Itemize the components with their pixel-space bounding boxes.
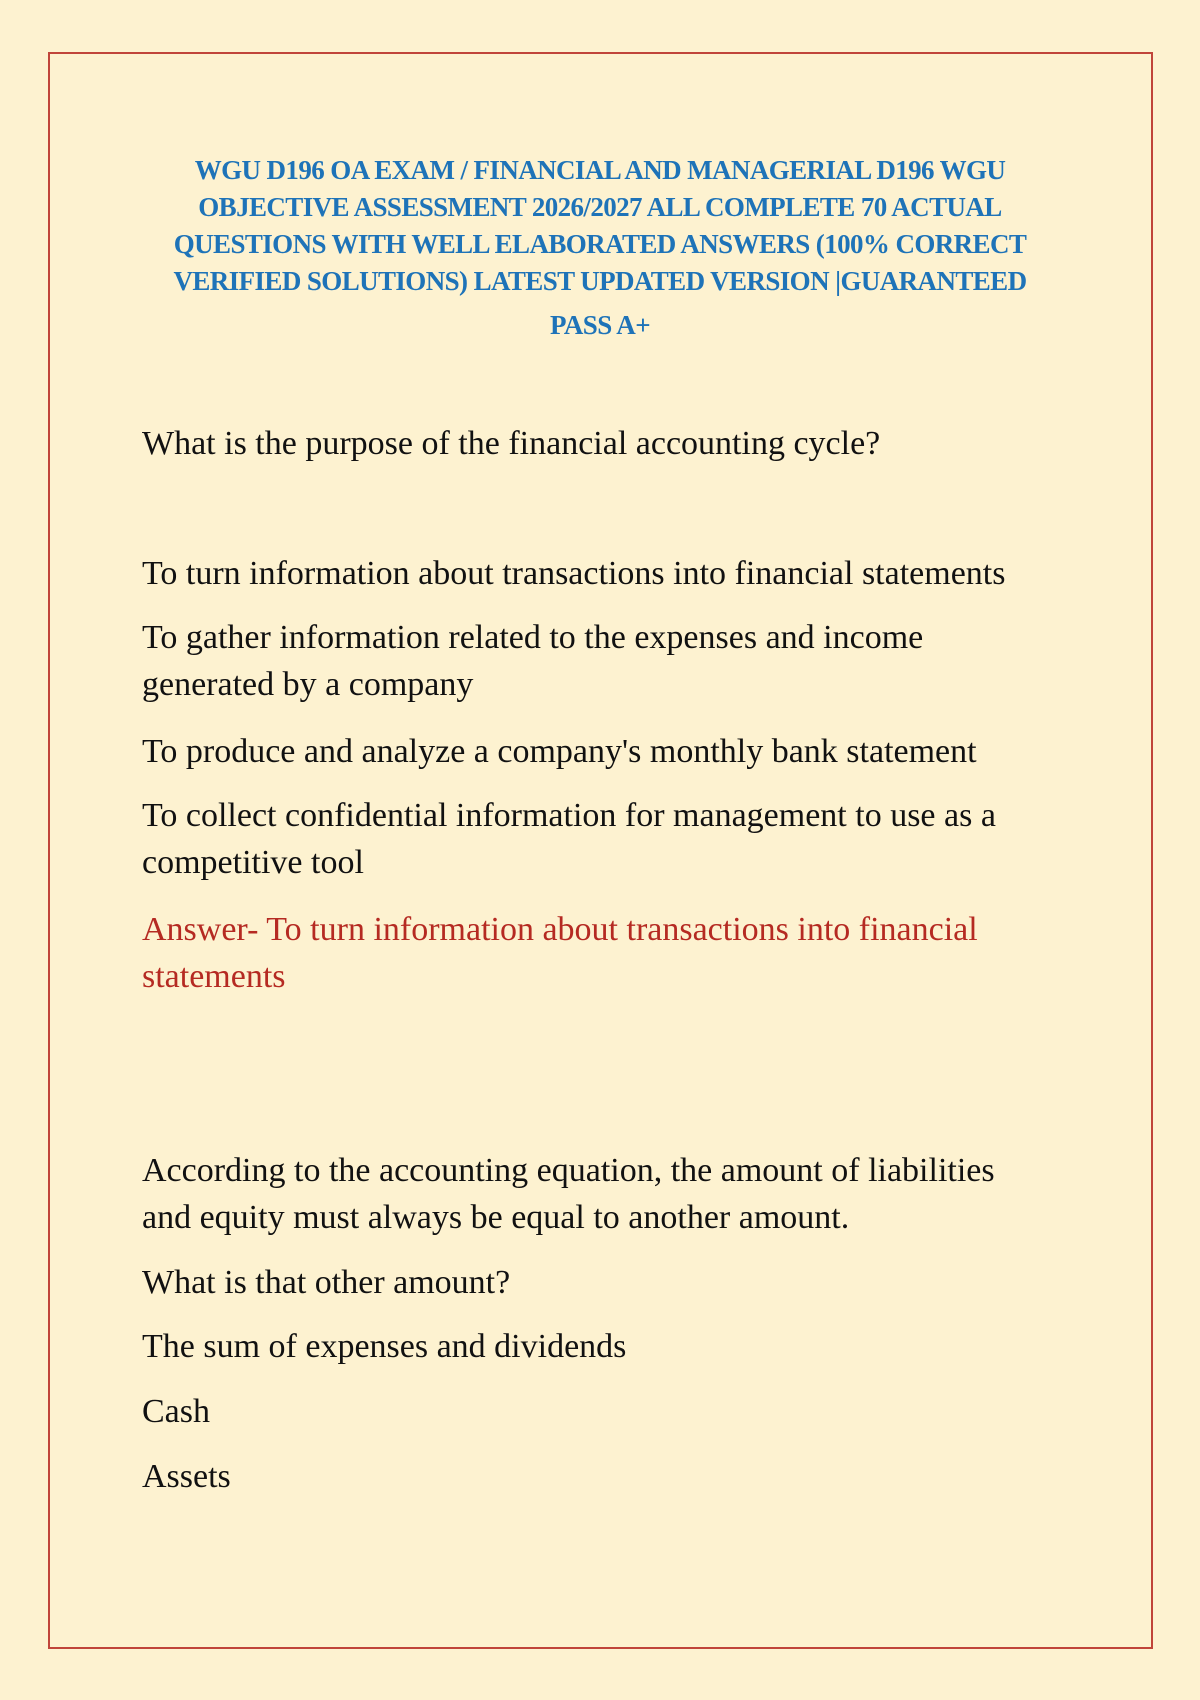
question-1-option: To collect confidential information for management to use as a — [142, 797, 996, 834]
question-2-option: Assets — [142, 1458, 231, 1495]
question-1-answer: statements — [142, 958, 286, 995]
title-line: PASS A+ — [550, 310, 650, 340]
question-1-text: What is the purpose of the financial accounting cycle? — [142, 425, 881, 462]
document-title — [140, 152, 1060, 344]
question-2-text: What is that other amount? — [142, 1264, 511, 1301]
question-2-text: According to the accounting equation, the amount of liabilities — [142, 1152, 995, 1189]
title-line: VERIFIED SOLUTIONS) LATEST UPDATED VERSION |GUARANTEED — [173, 266, 1027, 296]
question-1-option: To gather information related to the expenses and income — [142, 619, 924, 656]
question-1-option: To turn information about transactions into financial statements — [142, 555, 1006, 592]
question-1-option: generated by a company — [142, 666, 474, 703]
question-1-answer: Answer- To turn information about transactions into financial — [142, 911, 978, 948]
question-1-option: competitive tool — [142, 844, 364, 881]
title-line: WGU D196 OA EXAM / FINANCIAL AND MANAGERIAL D196 WGU — [194, 155, 1006, 185]
question-2-option: The sum of expenses and dividends — [142, 1328, 627, 1365]
question-2-text: and equity must always be equal to another amount. — [142, 1199, 850, 1236]
title-line: QUESTIONS WITH WELL ELABORATED ANSWERS (100% CORRECT — [173, 229, 1027, 259]
question-2-option: Cash — [142, 1393, 210, 1430]
question-1-option: To produce and analyze a company's monthly bank statement — [142, 733, 977, 770]
title-line: OBJECTIVE ASSESSMENT 2026/2027 ALL COMPLETE 70 ACTUAL — [198, 192, 1002, 222]
